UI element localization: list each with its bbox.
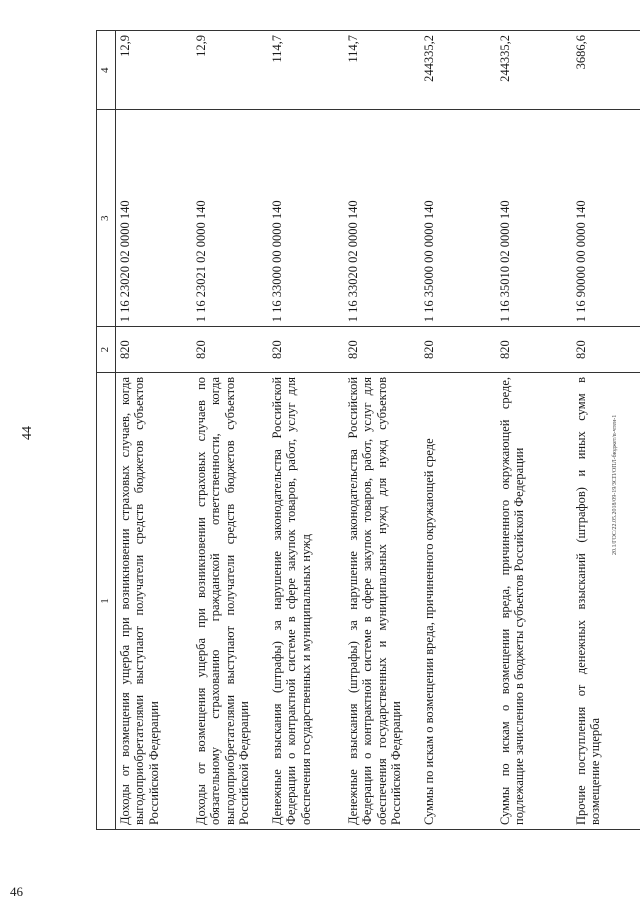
row-admin-code: 820	[268, 327, 344, 373]
table-row	[268, 31, 344, 830]
row-budget-code: 1 16 35000 00 0000 140	[420, 110, 496, 327]
row-sum: 12,9	[192, 31, 268, 110]
table-row	[420, 31, 496, 830]
rotated-table-container	[96, 30, 603, 830]
column-header: 1	[97, 372, 116, 829]
column-header: 3	[97, 110, 116, 327]
row-name: Суммы по искам о возмещении вреда, причиненного окружающей среде, подлежащие зачислению в бюджеты субъектов Российской Федерации	[496, 372, 572, 829]
table-row	[192, 31, 268, 830]
table-row	[116, 31, 193, 830]
row-name: Денежные взыскания (штрафы) за нарушение законодательства Российской Федерации о контрактной системе в сфере закупок товаров, работ, услуг для обеспечения государственных и муниципальных нужд для нужд субъектов Российской Федерации	[344, 372, 420, 829]
row-budget-code: 1 16 90000 00 0000 140	[572, 110, 640, 327]
row-sum: 114,7	[268, 31, 344, 110]
row-name: Суммы по искам о возмещении вреда, причиненного окружающей среде	[420, 372, 496, 829]
table-row	[344, 31, 420, 830]
row-admin-code: 820	[572, 327, 640, 373]
row-sum: 244335,2	[420, 31, 496, 110]
row-budget-code: 1 16 23021 02 0000 140	[192, 110, 268, 327]
page-number-top: 44	[20, 426, 35, 440]
row-name: Доходы от возмещения ущерба при возникновении страховых случаев по обязательному страхованию гражданской ответственности, когда выгодоприобретателями выступают получатели средств бюджетов субъектов Российской Федерации	[192, 372, 268, 829]
table-header-row	[97, 31, 116, 830]
row-budget-code: 1 16 35010 02 0000 140	[496, 110, 572, 327]
column-header: 4	[97, 31, 116, 110]
row-budget-code: 1 16 33000 00 0000 140	[268, 110, 344, 327]
row-sum: 12,9	[116, 31, 193, 110]
row-admin-code: 820	[192, 327, 268, 373]
row-sum: 114,7	[344, 31, 420, 110]
row-budget-code: 1 16 23020 02 0000 140	[116, 110, 193, 327]
row-sum: 3686,6	[572, 31, 640, 110]
row-budget-code: 1 16 33020 02 0000 140	[344, 110, 420, 327]
column-header: 2	[97, 327, 116, 373]
row-sum: 244335,2	[496, 31, 572, 110]
table-row	[496, 31, 572, 830]
row-admin-code: 820	[116, 327, 193, 373]
row-admin-code: 820	[344, 327, 420, 373]
table-row	[572, 31, 640, 830]
revenue-table	[96, 30, 640, 830]
row-name: Денежные взыскания (штрафы) за нарушение законодательства Российской Федерации о контрактной системе в сфере закупок товаров, работ, услуг для обеспечения государственных и муниципальных нужд	[268, 372, 344, 829]
row-admin-code: 820	[420, 327, 496, 373]
row-name: Прочие поступления от денежных взысканий (штрафов) и иных сумм в возмещение ущерба	[572, 372, 640, 829]
document-code: 20.1/ГОС/22.05.2018/09-19/ЗСП/ОПЛ-бюджет/в-чтен-1	[612, 414, 618, 555]
page-number-bottom: 46	[10, 884, 23, 899]
row-name: Доходы от возмещения ущерба при возникновении страховых случаев, когда выгодоприобретателями выступают получатели средств бюджетов субъектов Российской Федерации	[116, 372, 193, 829]
row-admin-code: 820	[496, 327, 572, 373]
